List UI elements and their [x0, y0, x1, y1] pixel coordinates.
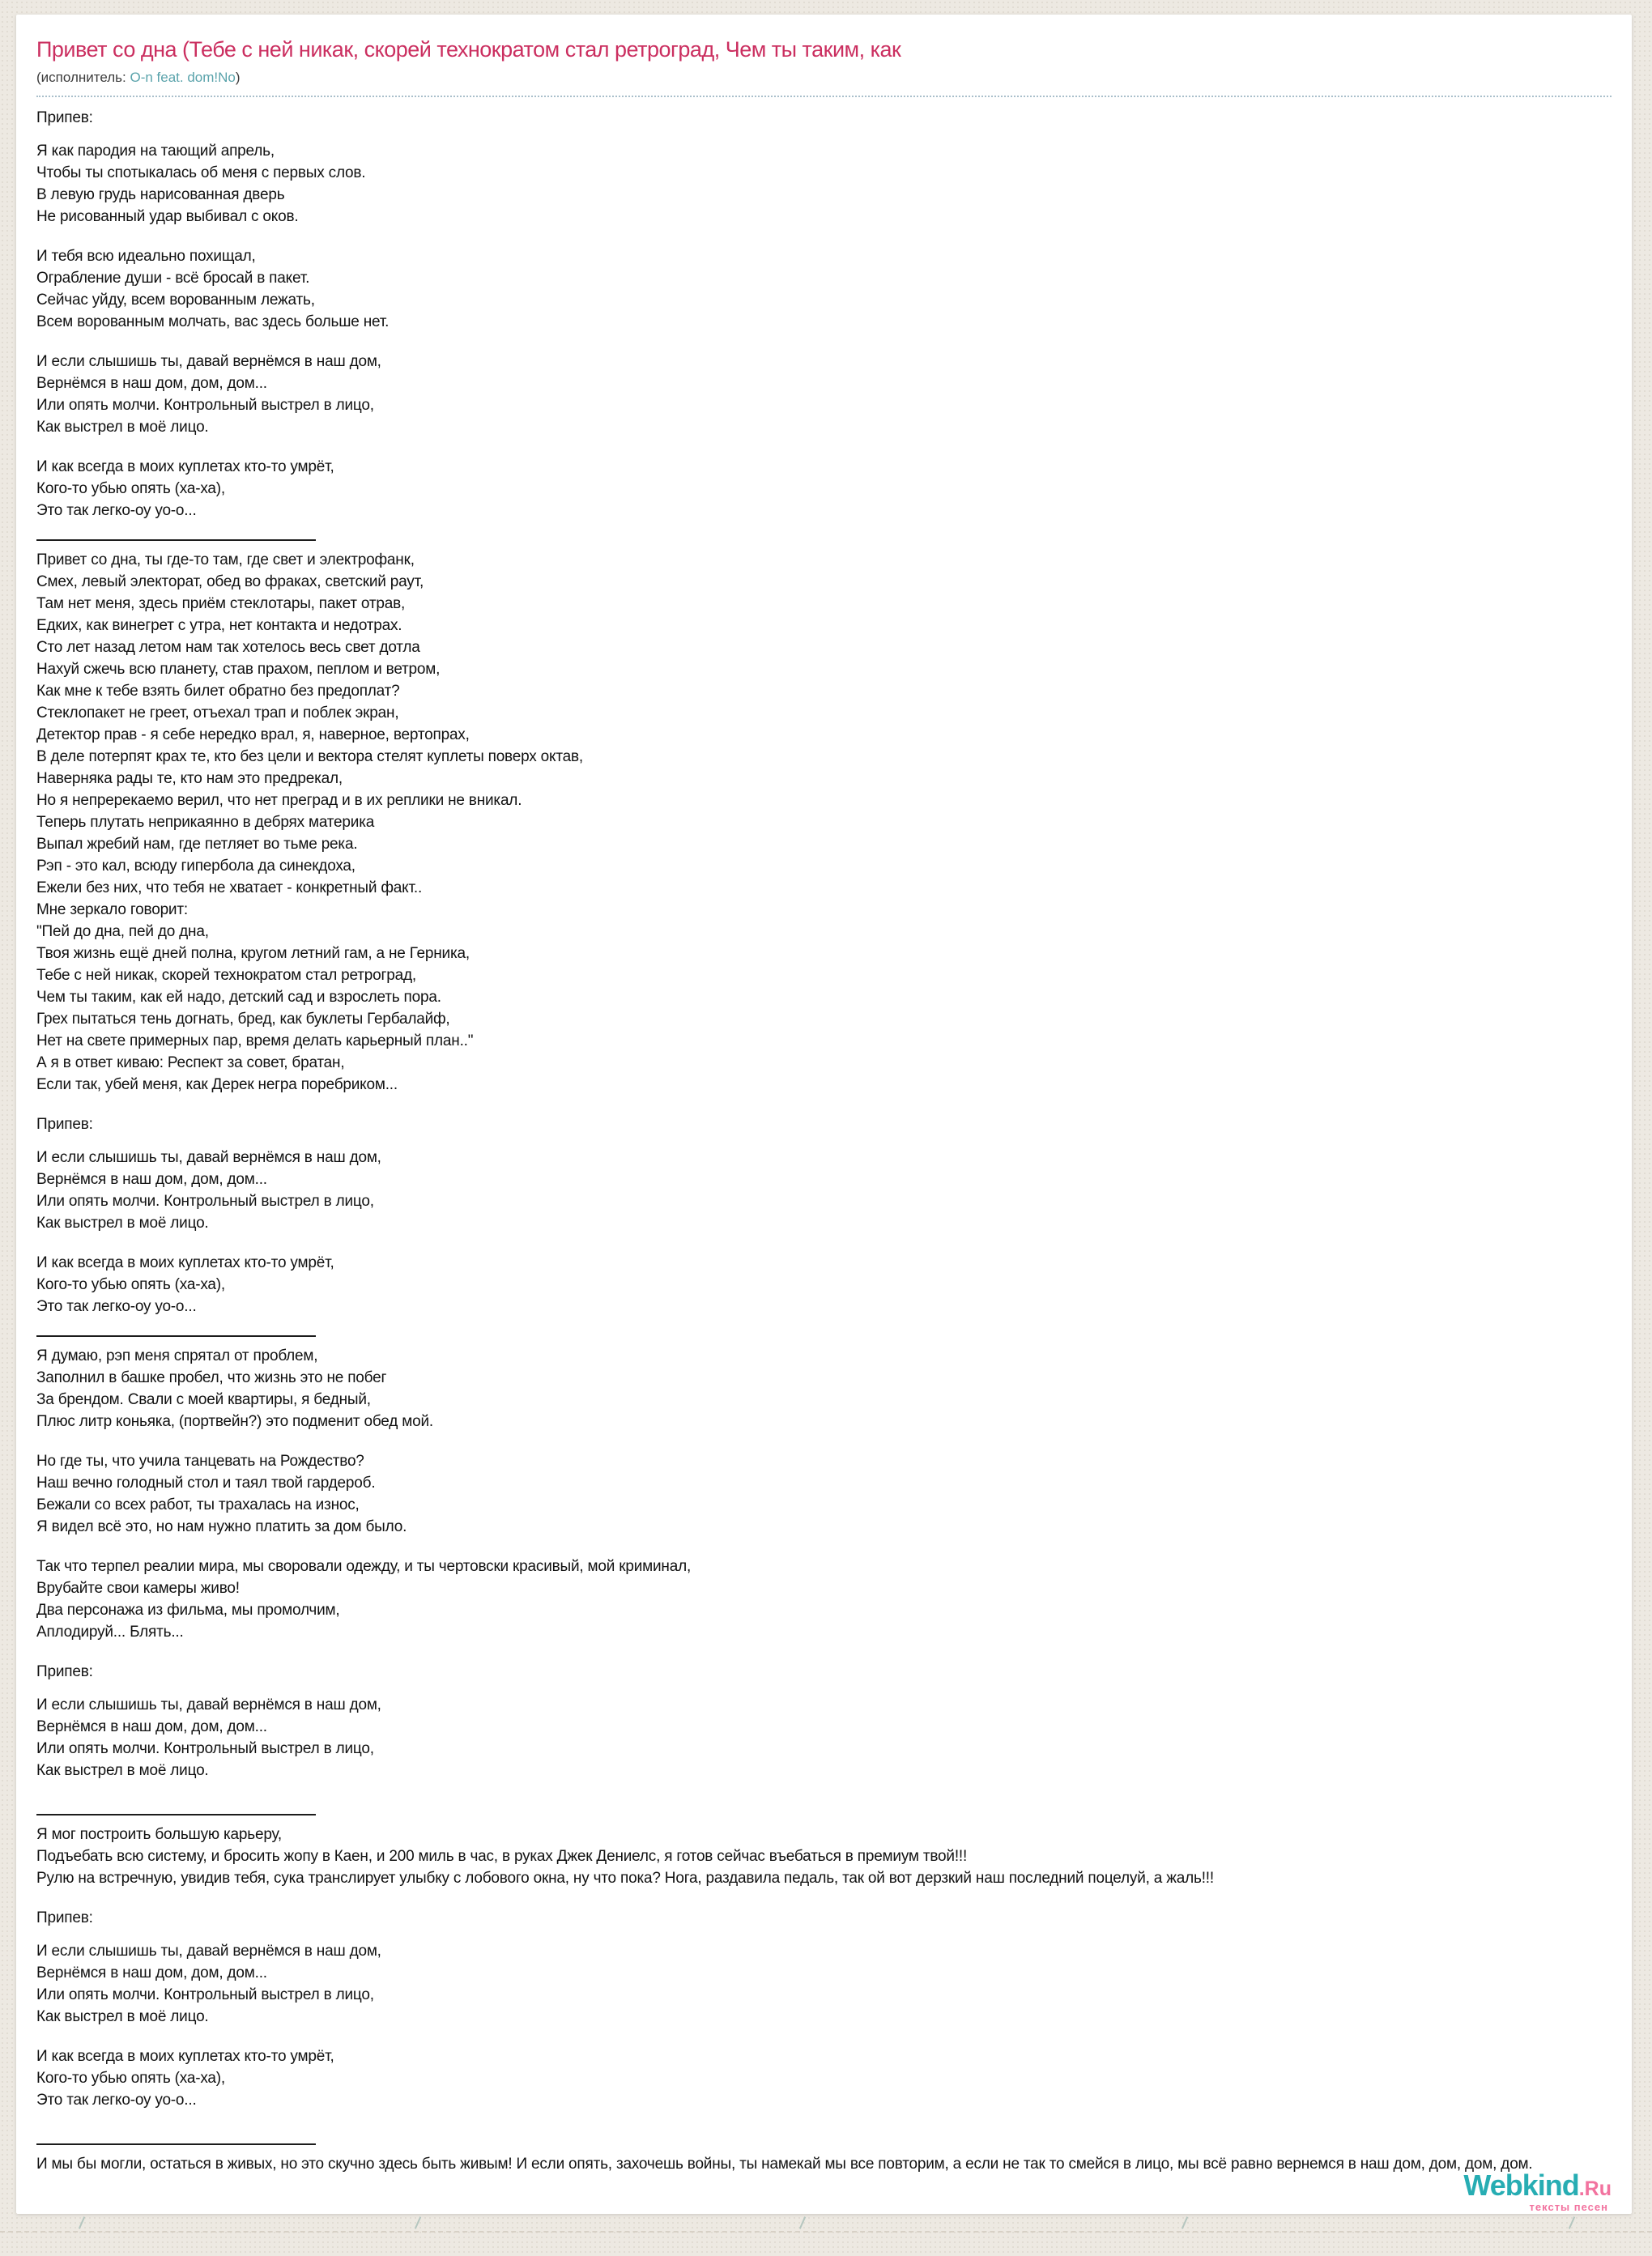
- lyric-line: А я в ответ киваю: Респект за совет, братан,: [36, 1054, 345, 1071]
- texture-tick: [1182, 2216, 1188, 2228]
- lyric-line: Я думаю, рэп меня спрятал от проблем,: [36, 1347, 318, 1364]
- section-divider: [36, 1814, 316, 1815]
- lyric-line: Вернёмся в наш дом, дом, дом...: [36, 1171, 267, 1188]
- lyric-line: Выпал жребий нам, где петляет во тьме река.: [36, 836, 358, 853]
- lyric-line: Рэп - это кал, всюду гипербола да синекдоха,: [36, 858, 356, 875]
- lyric-line: Как выстрел в моё лицо.: [36, 1215, 209, 1232]
- lyric-line: И как всегда в моих куплетах кто-то умрёт,: [36, 458, 334, 475]
- lyric-line: Всем ворованным молчать, вас здесь больше нет.: [36, 313, 390, 330]
- lyric-line: Грех пытаться тень догнать, бред, как буклеты Гербалайф,: [36, 1011, 450, 1028]
- lyric-line: Подъебать всю систему, и бросить жопу в Каен, и 200 миль в час, в руках Джек Дениелс, я готов сейчас въебаться в премиум твой!!!: [36, 1848, 968, 1865]
- lyric-stanza: [36, 1252, 1612, 1317]
- lyric-line: Тебе с ней никак, скорей технократом стал ретроград,: [36, 967, 416, 984]
- lyric-line: Аплодируй... Блять...: [36, 1624, 184, 1641]
- footer-dashed-divider: [0, 2231, 1652, 2233]
- section-divider: [36, 539, 316, 541]
- lyric-line: Нахуй сжечь всю планету, став прахом, пеплом и ветром,: [36, 661, 441, 678]
- lyric-line: Теперь плутать неприкаянно в дебрях материка: [36, 814, 375, 831]
- lyric-line: Как мне к тебе взять билет обратно без предоплат?: [36, 683, 400, 700]
- lyric-line: Но я непререкаемо верил, что нет преград и в их реплики не вникал.: [36, 792, 522, 809]
- lyric-line: Это так легко-оу уо-о...: [36, 2092, 197, 2109]
- lyric-line: Кого-то убью опять (ха-ха),: [36, 2070, 225, 2087]
- lyric-line: Или опять молчи. Контрольный выстрел в лицо,: [36, 1740, 374, 1757]
- lyric-line: Ограбление души - всё бросай в пакет.: [36, 270, 310, 287]
- lyric-line: Или опять молчи. Контрольный выстрел в лицо,: [36, 1193, 374, 1210]
- page-title: Привет со дна (Тебе с ней никак, скорей технократом стал ретроград, Чем ты таким, как: [36, 37, 901, 62]
- lyric-stanza: [36, 1824, 1612, 1889]
- texture-tick: [799, 2216, 806, 2228]
- lyric-line: Едких, как винегрет с утра, нет контакта и недотрах.: [36, 617, 402, 634]
- lyric-stanza: [36, 245, 1612, 333]
- lyric-line: Сто лет назад летом нам так хотелось весь свет дотла: [36, 639, 420, 656]
- lyric-line: И как всегда в моих куплетах кто-то умрёт,: [36, 2048, 334, 2065]
- site-logo-link[interactable]: [1463, 2171, 1612, 2212]
- lyric-line: Твоя жизнь ещё дней полна, кругом летний гам, а не Герника,: [36, 945, 470, 962]
- lyric-line: И если слышишь ты, давай вернёмся в наш дом,: [36, 353, 381, 370]
- lyric-stanza: [36, 140, 1612, 228]
- lyric-line: Детектор прав - я себе нередко врал, я, наверное, вертопрах,: [36, 726, 470, 743]
- lyric-line: Сейчас уйду, всем ворованным лежать,: [36, 292, 315, 309]
- lyric-stanza: [36, 1940, 1612, 2028]
- lyric-line: Наверняка рады те, кто нам это предрекал,: [36, 770, 343, 787]
- lyric-line: Припев:: [36, 1909, 93, 1926]
- lyric-line: Так что терпел реалии мира, мы своровали одежду, и ты чертовски красивый, мой криминал,: [36, 1558, 692, 1575]
- site-logo-brand: Webkind: [1463, 2169, 1579, 2202]
- lyric-line: Припев:: [36, 1116, 93, 1133]
- artist-link[interactable]: O-n feat. dom!No: [130, 70, 236, 85]
- lyric-stanza: [36, 1345, 1612, 1432]
- section-divider: [36, 2143, 316, 2145]
- lyric-stanza: [36, 456, 1612, 521]
- lyric-stanza: [36, 2153, 1612, 2175]
- texture-tick: [1569, 2216, 1575, 2228]
- lyric-line: Припев:: [36, 1663, 93, 1680]
- lyric-stanza: [36, 2045, 1612, 2111]
- lyric-line: Стеклопакет не греет, отъехал трап и поблек экран,: [36, 704, 399, 721]
- lyric-line: За брендом. Свали с моей квартиры, я бедный,: [36, 1391, 371, 1408]
- lyric-line: "Пей до дна, пей до дна,: [36, 923, 209, 940]
- chorus-label: [36, 107, 1612, 129]
- lyric-line: И если слышишь ты, давай вернёмся в наш дом,: [36, 1696, 381, 1713]
- site-logo-domain: .Ru: [1578, 2177, 1612, 2200]
- lyric-line: Вернёмся в наш дом, дом, дом...: [36, 1718, 267, 1735]
- lyric-line: Чем ты таким, как ей надо, детский сад и взрослеть пора.: [36, 989, 441, 1006]
- lyric-line: Но где ты, что учила танцевать на Рождество?: [36, 1453, 364, 1470]
- lyric-stanza: [36, 351, 1612, 438]
- lyric-line: Не рисованный удар выбивал с оков.: [36, 208, 299, 225]
- lyric-line: И тебя всю идеально похищал,: [36, 248, 256, 265]
- lyrics-card: [16, 15, 1632, 2214]
- lyric-line: Мне зеркало говорит:: [36, 901, 188, 918]
- chorus-label: [36, 1661, 1612, 1683]
- artist-suffix: ): [235, 70, 241, 85]
- lyric-line: Нет на свете примерных пар, время делать карьерный план..": [36, 1032, 474, 1049]
- lyric-line: Я мог построить большую карьеру,: [36, 1826, 282, 1843]
- lyric-line: Ежели без них, что тебя не хватает - конкретный факт..: [36, 879, 423, 896]
- lyric-line: Как выстрел в моё лицо.: [36, 419, 209, 436]
- lyric-stanza: [36, 549, 1612, 1096]
- lyric-line: Плюс литр коньяка, (портвейн?) это подменит обед мой.: [36, 1413, 433, 1430]
- lyric-line: И если слышишь ты, давай вернёмся в наш дом,: [36, 1943, 381, 1960]
- lyric-line: Два персонажа из фильма, мы промолчим,: [36, 1602, 340, 1619]
- lyric-line: Или опять молчи. Контрольный выстрел в лицо,: [36, 1986, 374, 2003]
- lyric-line: Смех, левый электорат, обед во фраках, светский раут,: [36, 573, 424, 590]
- lyric-line: Я как пародия на тающий апрель,: [36, 143, 275, 160]
- texture-tick: [79, 2216, 85, 2228]
- lyric-line: И если слышишь ты, давай вернёмся в наш дом,: [36, 1149, 381, 1166]
- lyric-stanza: [36, 1147, 1612, 1234]
- lyric-line: Рулю на встречную, увидив тебя, сука транслирует улыбку с лобового окна, ну что пока? Нога, раздавила педаль, так ой вот дерзкий наш последний поцелуй, а жаль!!!: [36, 1870, 1214, 1887]
- lyric-line: Припев:: [36, 109, 93, 126]
- lyric-line: Как выстрел в моё лицо.: [36, 1762, 209, 1779]
- lyric-stanza: [36, 1450, 1612, 1538]
- lyric-line: Кого-то убью опять (ха-ха),: [36, 1276, 225, 1293]
- lyric-line: Вернёмся в наш дом, дом, дом...: [36, 1964, 267, 1981]
- lyric-line: Привет со дна, ты где-то там, где свет и электрофанк,: [36, 551, 415, 568]
- lyric-line: Чтобы ты спотыкалась об меня с первых слов.: [36, 164, 366, 181]
- chorus-label: [36, 1907, 1612, 1929]
- lyric-line: Там нет меня, здесь приём стеклотары, пакет отрав,: [36, 595, 406, 612]
- lyric-line: Заполнил в башке пробел, что жизнь это не побег: [36, 1369, 387, 1386]
- lyrics-text: [36, 107, 1612, 2175]
- lyric-line: Я видел всё это, но нам нужно платить за дом было.: [36, 1518, 407, 1535]
- lyric-stanza: [36, 1694, 1612, 1781]
- texture-tick: [415, 2216, 421, 2228]
- artist-line: [36, 69, 1612, 97]
- section-divider: [36, 1335, 316, 1337]
- lyric-line: И как всегда в моих куплетах кто-то умрёт,: [36, 1254, 334, 1271]
- lyric-line: Если так, убей меня, как Дерек негра поребриком...: [36, 1076, 398, 1093]
- lyric-line: Врубайте свои камеры живо!: [36, 1580, 240, 1597]
- site-logo-tagline: тексты песен: [1529, 2201, 1608, 2213]
- lyric-line: Или опять молчи. Контрольный выстрел в лицо,: [36, 397, 374, 414]
- lyric-line: Как выстрел в моё лицо.: [36, 2008, 209, 2025]
- lyric-line: Кого-то убью опять (ха-ха),: [36, 480, 225, 497]
- lyric-line: Это так легко-оу уо-о...: [36, 502, 197, 519]
- lyric-line: Бежали со всех работ, ты трахалась на износ,: [36, 1496, 360, 1513]
- lyric-line: В левую грудь нарисованная дверь: [36, 186, 285, 203]
- artist-prefix: (исполнитель:: [36, 70, 130, 85]
- lyric-stanza: [36, 1556, 1612, 1643]
- lyric-line: И мы бы могли, остаться в живых, но это скучно здесь быть живым! И если опять, захочешь войны, ты намекай мы все повторим, а если не так то смейся в лицо, мы всё равно вернемся в наш дом, дом, дом, дом.: [36, 2156, 1533, 2173]
- lyric-line: В деле потерпят крах те, кто без цели и вектора стелят куплеты поверх октав,: [36, 748, 583, 765]
- lyric-line: Вернёмся в наш дом, дом, дом...: [36, 375, 267, 392]
- lyric-line: Это так легко-оу уо-о...: [36, 1298, 197, 1315]
- lyric-line: Наш вечно голодный стол и таял твой гардероб.: [36, 1475, 376, 1492]
- chorus-label: [36, 1113, 1612, 1135]
